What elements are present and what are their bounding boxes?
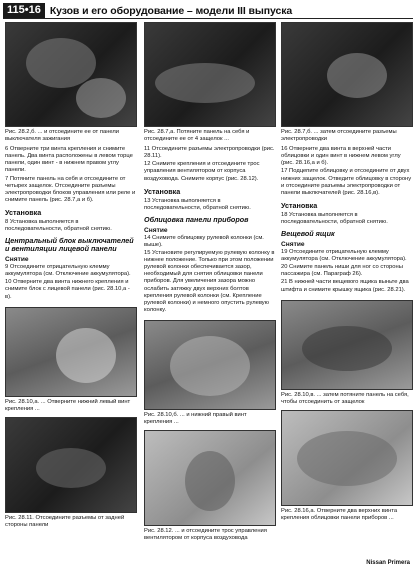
paragraph-8: 8 Установка выполняется в последовательности, обратной снятию. — [5, 218, 112, 233]
paragraph-11: 11 Отсоедините разъемы электропроводки (рис. 28.11). — [144, 146, 275, 160]
heading-center-switch-block: Центральный блок выключателей и вентиляции лицевой панели — [5, 236, 134, 254]
paragraph-20: 20 Снимите панель ниши для ног со стороны пассажира (см. Параграф 26). — [281, 264, 403, 278]
photo-fig-28-12 — [144, 430, 276, 526]
page-title: Кузов и его оборудование – модели III выпуска — [49, 4, 293, 17]
paragraph-13: 13 Установка выполняется в последовательности, обратной снятию. — [144, 197, 251, 211]
paragraph-10: 10 Отверните два винта нижнего крепления и снимите блок с лицевой панели (рис. 28.10,а - в). — [5, 279, 130, 300]
caption-fig-28-7a: Рис. 28.7,а. Потяните панель на себя и отсоедините ее от 4 защелок ... — [144, 129, 250, 143]
paragraph-6: 6 Отверните три винта крепления и снимите панель. Два винта расположены в левом торце панели, один винт - в нижнем правом углу панели. — [5, 146, 133, 174]
photo-fig-28-16a — [281, 410, 413, 506]
caption-fig-28-10a: Рис. 28.10,а. ... Отверните нижний левый винт крепления ... — [5, 398, 131, 412]
heading-install-2: Установка — [144, 186, 181, 196]
photo-fig-28-10c — [281, 300, 413, 390]
paragraph-19: 19 Отсоедините отрицательную клемму аккумулятора (см. Отключение аккумулятора). — [281, 249, 407, 263]
paragraph-17: 17 Подцепите облицовку и отсоедините от двух нижних защелок. Отведите облицовку в сторону и отсоедините разъемы электропроводки от панели выключателей (рис. 28.16,в). — [281, 168, 412, 196]
caption-fig-28-11: Рис. 28.11. Отсоедините разъемы от задней стороны панели — [5, 514, 125, 528]
caption-fig-28-10c: Рис. 28.10,в. ... затем потяните панель на себя, чтобы отсоединить от защелок — [281, 391, 409, 405]
caption-fig-28-16a: Рис. 28.16,а. Отверните два верхних винта крепления облицовки панели приборов ... — [281, 507, 398, 521]
heading-removal-2: Снятие — [144, 226, 168, 234]
page-number: 115•16 — [3, 3, 45, 18]
heading-glove-box: Вещевой ящик — [281, 229, 335, 239]
caption-fig-28-12: Рис. 28.12. ... и отсоедините трос управления вентилятором от корпуса воздуховода — [144, 528, 267, 542]
column-2 — [144, 22, 276, 542]
heading-dashboard-trim: Облицовка панели приборов — [144, 214, 249, 224]
caption-fig-28-7b: Рис. 28.7,б. ... затем отсоедините разъемы электропроводки — [281, 129, 397, 143]
paragraph-12: 12 Снимите крепления и отсоедините трос управления вентилятором от корпуса воздуховода. Снимите корпус (рис. 28.12). — [144, 161, 260, 182]
paragraph-18: 18 Установка выполняется в последовательности, обратной снятию. — [281, 211, 388, 225]
heading-removal-3: Снятие — [281, 241, 305, 249]
paragraph-9: 9 Отсоедините отрицательную клемму аккумулятора (см. Отключение аккумулятора). — [5, 264, 131, 278]
paragraph-21: 21 В нижней части вещевого ящика выньте два штифта и снимите крышку ящика (рис. 28.21). — [281, 279, 409, 293]
paragraph-16: 16 Отверните два винта в верхней части облицовки и один винт в нижнем левом углу (рис. 28.16,а и б). — [281, 146, 401, 167]
page-header — [3, 3, 413, 19]
column-3 — [281, 22, 413, 522]
column-1 — [5, 22, 137, 529]
paragraph-7: 7 Потяните панель на себя и отсоедините от четырех защелок. Отсоедините разъемы электропроводки блоков управления или реле и снимите панель (рис. 28.7,а и б). — [5, 175, 136, 203]
photo-fig-28-7a — [144, 22, 276, 127]
photo-fig-28-10a — [5, 307, 137, 397]
heading-install-3: Установка — [281, 200, 318, 210]
footer-brand: Nissan Primera — [366, 560, 410, 566]
paragraph-15: 15 Установите регулируемую рулевую колонку в нижнее положение. Только при этом положении рулевой колонки обеспечивается зазор, необходимый для снятия облицовки панели приборов. Для увеличения зазора можно ослабить затяжку двух верхних болтов крепления рулевой колонки (см. Крепление рулевой колонки) и немного опустить рулевую колонку. — [144, 250, 275, 313]
heading-removal-1: Снятие — [5, 256, 29, 264]
paragraph-14: 14 Снимите облицовку рулевой колонки (см. выше). — [144, 234, 264, 248]
photo-fig-28-7b — [281, 22, 413, 127]
heading-install-1: Установка — [5, 207, 42, 217]
photo-fig-28-10b — [144, 320, 276, 410]
caption-fig-28-2b: Рис. 28.2,б. ... и отсоедините ее от панели выключателя зажигания — [5, 129, 120, 143]
caption-fig-28-10b: Рис. 28.10,б. ... и нижний правый винт крепления ... — [144, 411, 247, 425]
photo-fig-28-2b — [5, 22, 137, 127]
photo-fig-28-11 — [5, 417, 137, 513]
